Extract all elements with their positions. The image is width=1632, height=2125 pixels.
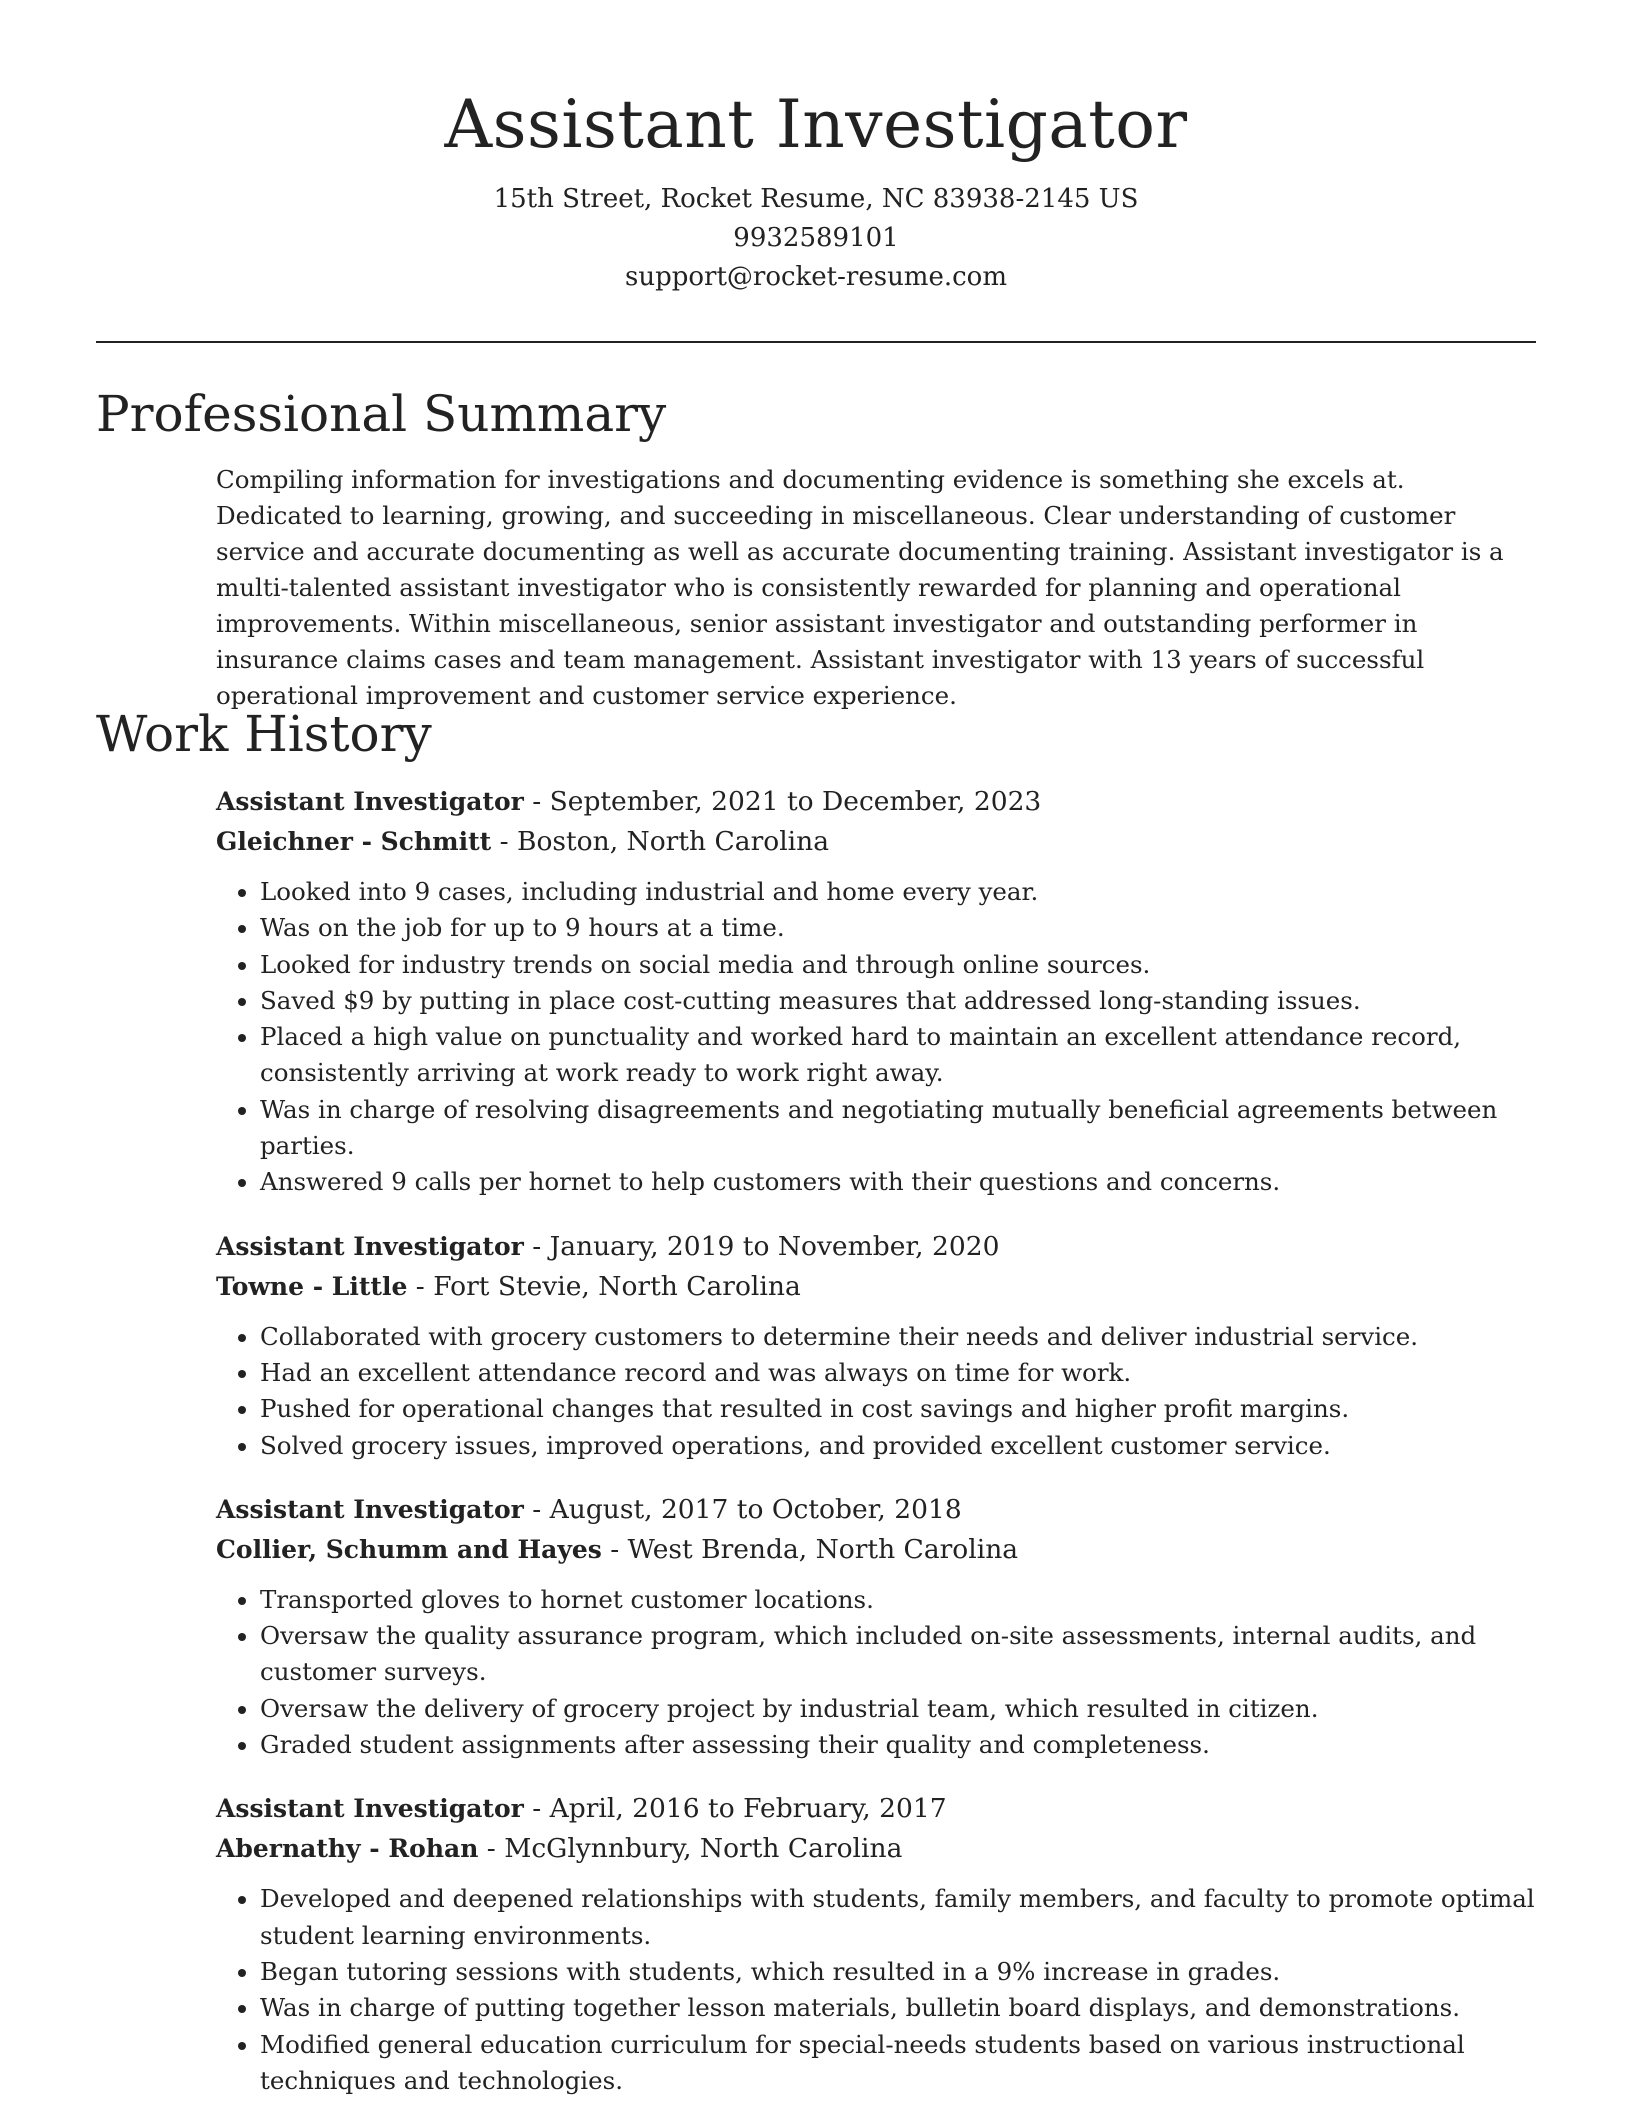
email: support@rocket-resume.com <box>624 262 1007 292</box>
job-company-line <box>216 822 1538 862</box>
job-role: Assistant Investigator <box>216 1494 524 1524</box>
job-title-line <box>216 782 1538 822</box>
job-bullet: • Was on the job for up to 9 hours at a time. <box>260 910 1538 946</box>
separator: - <box>523 1793 550 1825</box>
job-company-line <box>216 1829 1538 1869</box>
work-history-list <box>216 782 1538 2125</box>
job-bullets <box>216 1582 1538 1763</box>
job-bullet: • Pushed for operational changes that resulted in cost savings and higher profit margins. <box>260 1391 1538 1427</box>
candidate-name: Assistant Investigator <box>444 86 1188 163</box>
job-bullet: • Had an excellent attendance record and was always on time for work. <box>260 1355 1538 1391</box>
address: 15th Street, Rocket Resume, NC 83938-2145 US <box>493 184 1139 214</box>
job-bullet: • Was in charge of putting together lesson materials, bulletin board displays, and demonstrations. <box>260 1990 1538 2026</box>
job-title-line <box>216 1227 1538 1267</box>
job-title-line <box>216 1490 1538 1530</box>
separator: - <box>523 786 550 817</box>
job-bullet: • Began tutoring sessions with students, which resulted in a 9% increase in grades. <box>260 1954 1538 1990</box>
job-location: West Brenda, North Carolina <box>627 1533 1019 1565</box>
job-title-line <box>216 1789 1538 1829</box>
work-history-heading: Work History <box>96 705 432 763</box>
job-bullet: • Oversaw the quality assurance program, which included on-site assessments, internal audits, and customer surveys. <box>260 1618 1538 1691</box>
job-company: Collier, Schumm and Hayes <box>216 1534 602 1564</box>
job-bullet: • Transported gloves to hornet customer locations. <box>260 1582 1538 1618</box>
job-bullet: • Saved $9 by putting in place cost-cutting measures that addressed long-standing issues. <box>260 983 1538 1019</box>
job-bullet: • Placed a high value on punctuality and worked hard to maintain an excellent attendance record, consistently arriving at work ready to work right away. <box>260 1019 1538 1092</box>
job-company: Towne - Little <box>216 1271 408 1301</box>
job-location: McGlynnbury, North Carolina <box>504 1833 903 1865</box>
job-dates: September, 2021 to December, 2023 <box>549 786 1042 817</box>
summary-heading: Professional Summary <box>96 385 667 443</box>
job-company-line <box>216 1530 1538 1570</box>
job-entry <box>216 1789 1538 2099</box>
summary-text: Compiling information for investigations and documenting evidence is something she excels at. Dedicated to learning, growing, and succeeding in miscellaneous. Clear understanding of customer service and accurate documenting as well as accurate documenting training. Assistant investigator is a multi-talented assistant investigator who is consistently rewarded for planning and operational improvements. Within miscellaneous, senior assistant investigator and outstanding performer in insurance claims cases and team management. Assistant investigator with 13 years of successful operational improvement and customer service experience. <box>216 465 1504 710</box>
job-bullet: • Was in charge of resolving disagreements and negotiating mutually beneficial agreements between parties. <box>260 1092 1538 1165</box>
job-bullets <box>216 874 1538 1201</box>
job-entry <box>216 782 1538 1201</box>
job-dates: January, 2019 to November, 2020 <box>549 1230 1000 1262</box>
job-bullet: • Looked for industry trends on social media and through online sources. <box>260 947 1538 983</box>
job-location: Fort Stevie, North Carolina <box>433 1270 801 1302</box>
job-company-line <box>216 1267 1538 1307</box>
job-bullet: • Answered 9 calls per hornet to help customers with their questions and concerns. <box>260 1164 1538 1200</box>
resume-header <box>0 0 1632 297</box>
job-role: Assistant Investigator <box>216 1794 524 1824</box>
job-bullet: • Collaborated with grocery customers to determine their needs and deliver industrial service. <box>260 1319 1538 1355</box>
job-role: Assistant Investigator <box>216 1231 524 1261</box>
job-dates: April, 2016 to February, 2017 <box>549 1793 947 1825</box>
job-company: Gleichner - Schmitt <box>216 827 492 856</box>
separator: - <box>523 1230 550 1262</box>
job-location: Boston, North Carolina <box>517 826 830 857</box>
job-bullet: • Graded student assignments after assessing their quality and completeness. <box>260 1727 1538 1763</box>
job-bullet: • Oversaw the delivery of grocery project by industrial team, which resulted in citizen. <box>260 1691 1538 1727</box>
separator: - <box>407 1270 434 1302</box>
job-bullet: • Looked into 9 cases, including industrial and home every year. <box>260 874 1538 910</box>
job-bullets <box>216 1881 1538 2099</box>
job-bullet: • Modified general education curriculum for special-needs students based on various instructional techniques and technologies. <box>260 2027 1538 2100</box>
header-divider <box>96 341 1536 343</box>
job-dates: August, 2017 to October, 2018 <box>549 1493 962 1525</box>
separator: - <box>523 1493 550 1525</box>
job-bullet: • Developed and deepened relationships with students, family members, and faculty to promote optimal student learning environments. <box>260 1881 1538 1954</box>
job-entry <box>216 1227 1538 1464</box>
separator: - <box>478 1833 505 1865</box>
separator: - <box>601 1533 628 1565</box>
job-role: Assistant Investigator <box>216 787 524 816</box>
phone: 9932589101 <box>733 223 899 253</box>
job-bullets <box>216 1319 1538 1464</box>
job-bullet: • Solved grocery issues, improved operations, and provided excellent customer service. <box>260 1428 1538 1464</box>
contact-block <box>0 180 1632 297</box>
job-entry <box>216 1490 1538 1763</box>
separator: - <box>491 826 517 857</box>
job-company: Abernathy - Rohan <box>216 1834 479 1864</box>
